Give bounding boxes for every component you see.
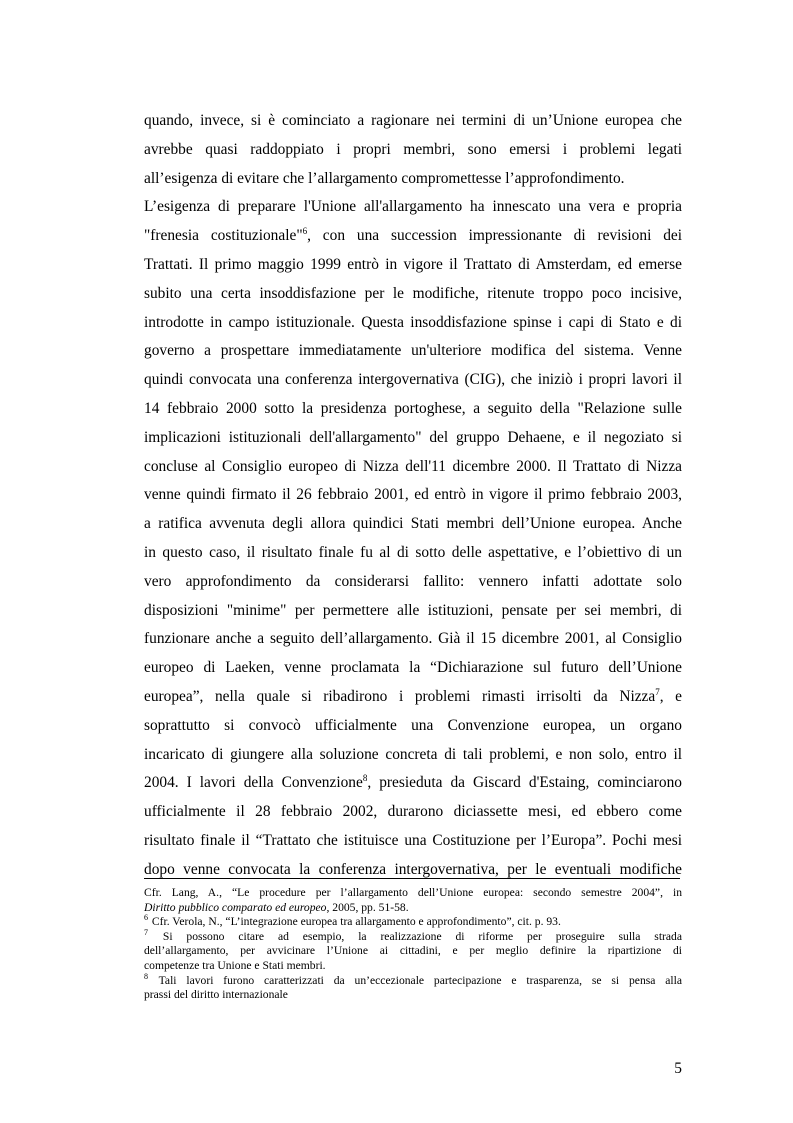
body-text-fragment: , presieduta da Giscard d'Estaing, cominciarono: [367, 774, 682, 792]
body-line: Trattati. Il primo maggio 1999 entrò in vigore il Trattato di Amsterdam, ed emerse: [144, 255, 682, 273]
body-line: subito una certa insoddisfazione per le modifiche, ritenute troppo poco incisive,: [144, 284, 682, 302]
body-line: concluse al Consiglio europeo di Nizza dell'11 dicembre 2000. Il Trattato di Nizza: [144, 457, 682, 475]
body-line: [144, 222, 682, 251]
footnote-separator: [144, 878, 680, 879]
body-line: incaricato di giungere alla soluzione concreta di tali problemi, e non solo, entro il: [144, 745, 682, 763]
body-line: [144, 769, 682, 798]
footnote-7-line: competenze tra Unione e Stati membri.: [144, 958, 326, 972]
body-text-fragment: "frenesia costituzionale": [144, 227, 303, 245]
body-line: ufficialmente il 28 febbraio 2002, durarono diciassette mesi, ed ebbero come: [144, 803, 682, 821]
body-line: disposizioni "minime" per permettere alle istituzioni, pensate per sei membri, di: [144, 601, 682, 619]
body-text-fragment: , con una succession impressionante di revisioni dei: [307, 227, 682, 245]
body-text-fragment: , e: [659, 687, 682, 705]
body-line: soprattutto si convocò ufficialmente una Convenzione europea, un organo: [144, 716, 682, 734]
body-line: risultato finale il “Trattato che istituisce una Costituzione per l’Europa”. Pochi mesi: [144, 831, 682, 849]
journal-title: Diritto pubblico comparato ed europeo,: [144, 900, 330, 914]
body-line: all’esigenza di evitare che l’allargamento compromettesse l’approfondimento.: [144, 169, 625, 187]
footnote-text: 2005, pp. 51-58.: [329, 900, 409, 914]
body-text-fragment: europea”, nella quale si ribadirono i problemi rimasti irrisolti da Nizza: [144, 687, 656, 705]
footnote-7-line: dell’allargamento, per avvicinare l’Unione ai cittadini, e per meglio definire la ripartizione di: [144, 944, 682, 958]
body-line: 14 febbraio 2000 sotto la presidenza portoghese, a seguito della "Relazione sulle: [144, 399, 682, 417]
footnote-text: Si possono citare ad esempio, la realizzazione di riforme per proseguire sulla strada: [149, 929, 682, 943]
footnote-7: [144, 927, 682, 945]
body-line: governo a prospettare immediatamente un'ulteriore modifica del sistema. Venne: [144, 342, 682, 360]
footnote-ref-7[interactable]: 7: [655, 686, 660, 697]
body-line: L’esigenza di preparare l'Unione all'allargamento ha innescato una vera e propria: [144, 198, 682, 216]
body-text-fragment: 2004. I lavori della Convenzione: [144, 774, 363, 792]
footnote-ref-8[interactable]: 8: [362, 773, 368, 784]
body-line: avrebbe quasi raddoppiato i propri membri, sono emersi i problemi legati: [144, 140, 682, 158]
body-line: europeo di Laeken, venne proclamata la “Dichiarazione sul futuro dell’Unione: [144, 659, 682, 677]
page-body: [144, 107, 682, 885]
body-line: in questo caso, il risultato finale fu al di sotto delle aspettative, e l’obiettivo di un: [144, 543, 682, 561]
footnote-8-line: prassi del diritto internazionale: [144, 988, 288, 1002]
main-paragraphs: [144, 107, 682, 885]
footnote-ref-6[interactable]: 6: [302, 226, 308, 237]
footnote-6: [144, 915, 682, 930]
body-line: venne quindi firmato il 26 febbraio 2001, ed entrò in vigore il primo febbraio 2003,: [144, 486, 682, 504]
footnote-number-7: 7: [144, 927, 148, 937]
body-line: dopo venne convocata la conferenza intergovernativa, per le eventuali modifiche: [144, 860, 682, 878]
footnote-5-continued-line: Cfr. Lang, A., “Le procedure per l’allargamento dell’Unione europea: secondo semestre 2004”, in: [144, 886, 682, 899]
footnote-number-8: 8: [144, 971, 148, 981]
footnote-5-continued-line: [144, 901, 682, 916]
body-line: introdotte in campo istituzionale. Questa insoddisfazione spinse i capi di Stato e di: [144, 313, 682, 331]
body-line: [144, 683, 682, 712]
body-line: funzionare anche a seguito dell’allargamento. Già il 15 dicembre 2001, al Consiglio: [144, 630, 682, 648]
body-line: a ratifica avvenuta degli allora quindici Stati membri dell’Unione europea. Anche: [144, 515, 682, 533]
footnote-8: [144, 971, 682, 989]
page-number: 5: [674, 1060, 682, 1077]
body-line: implicazioni istituzionali dell'allargamento" del gruppo Dehaene, e il negoziato si: [144, 428, 682, 446]
footnote-text: Cfr. Verola, N., “L’integrazione europea tra allargamento e approfondimento”, cit. p. 93.: [149, 915, 561, 929]
footnotes: [144, 886, 682, 1003]
footnote-text: Tali lavori furono caratterizzati da un’eccezionale partecipazione e trasparenza, se si pensa alla: [149, 973, 682, 987]
body-line: quando, invece, si è cominciato a ragionare nei termini di un’Unione europea che: [144, 112, 682, 129]
body-line: vero approfondimento da considerarsi fallito: vennero infatti adottate solo: [144, 572, 682, 590]
footnote-number-6: 6: [144, 913, 148, 923]
body-line: quindi convocata una conferenza intergovernativa (CIG), che iniziò i propri lavori il: [144, 371, 682, 389]
